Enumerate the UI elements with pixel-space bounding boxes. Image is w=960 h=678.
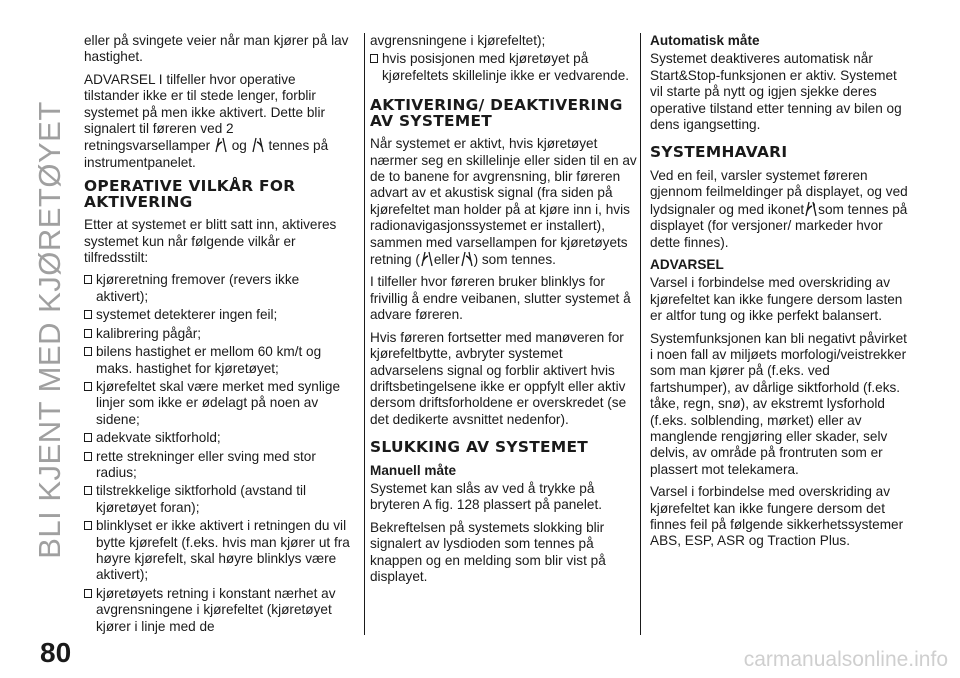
warning-text-b: tennes på instrumentpanelet. [84,138,329,170]
list-item-text: blinklyset er ikke aktivert i retningen du vil bytte kjørefelt (f.eks. hvis man kjører ut fra høyre kjørefelt, skal høyre blinklys være aktivert); [96,518,350,583]
checkbox-bullet-icon [84,347,92,356]
checkbox-bullet-icon [84,589,92,598]
list-item [84,379,352,428]
checkbox-bullet-icon [84,310,92,319]
list-item [84,344,352,377]
paragraph-automatic: Systemet deaktiveres automatisk når Start&Stop-funksjonen er aktiv. Systemet vil starte på nytt og igjen sjekke deres operative tilstand etter tenning av bilen og dens igangsetting. [650,51,902,133]
checkbox-bullet-icon [84,329,92,338]
column-3 [650,33,912,556]
paragraph-continued: avgrensningene i kjørefeltet); [370,33,546,48]
list-item-text: kjøreretning fremover (revers ikke aktivert); [96,272,300,304]
list-item-text: systemet detekterer ingen feil; [96,307,278,323]
lane-left-icon [214,137,228,153]
heading-system-fault: SYSTEMHAVARI [650,143,788,162]
lane-right-icon [251,137,265,153]
list-item [84,272,352,305]
paragraph-manual: Systemet kan slås av ved å trykke på bryteren A fig. 128 plassert på panelet. [370,481,603,513]
paragraph-fault [650,168,912,251]
column-1 [84,33,352,637]
paragraph-warning [84,72,352,171]
list-item [84,586,352,635]
lane-warning-icon [804,201,818,217]
svg-text:!: ! [813,202,816,210]
list-item [84,449,352,482]
paragraph-warning-1: Varsel i forbindelse med overskriding av kjørefeltet kan ikke fungere dersom lasten er altfor tung og ikke perfekt balansert. [650,275,903,324]
list-item-text: kjøretøyets retning i konstant nærhet av avgrensningene i kjørefeltet (kjøretøyet kjører i linje med de [96,585,336,634]
list-item [84,326,352,342]
list-item-text: adekvate siktforhold; [96,430,221,446]
paragraph-continue-manoeuvre: Hvis føreren fortsetter med manøveren for kjørefeltbytte, avbryter systemet advarselens signal og forblir aktivert hvis driftsbetingelsene ikke er oppfylt eller aktiv dersom driftsforholdene er overskredet (se det dedikerte avsnittet nedenfor). [370,329,627,427]
list-item-text: kalibrering pågår; [96,325,202,341]
checkbox-bullet-icon [84,452,92,461]
warning-text-og: og [231,138,247,154]
paragraph-confirm: Bekreftelsen på systemets slokking blir signalert av lysdioden som tennes på knappen og en melding som blir vist på displayet. [370,519,606,585]
heading-activation: AKTIVERING/ DEAKTIVERING AV SYSTEMET [370,96,623,130]
fault-text-b: som tennes på displayet (for versjoner/ markeder hvor dette finnes). [650,201,908,250]
list-item-text: kjørefeltet skal være merket med synlige linjer som ikke er ødelagt på noen av sidene; [96,378,341,427]
footer-watermark: carmanualsonline.info [743,648,948,671]
subheading-automatic: Automatisk måte [650,33,760,48]
paragraph-warning-2: Systemfunksjonen kan bli negativt påvirket i noen fall av miljøets morfologi/veistrekker som man kjører på (f.eks. ved fartshumper), av dårlige siktforhold (f.eks. tåke, regn, snø), av ekstremt lysforhold (f.eks. solblending, mørket) eller av manglende rengjøring eller skader, selv delvis, av område på frontruten som er plassert mot telekamera. [650,330,907,477]
active-text-b: ) som tennes. [473,252,556,268]
list-item-text: tilstrekkelige siktforhold (avstand til kjøretøyet foran); [96,483,307,515]
list-item [84,430,352,446]
active-text-eller: eller [433,252,460,268]
paragraph-intro: eller på svingete veier når man kjører på lav hastighet. [84,33,349,65]
checkbox-bullet-icon [370,54,378,63]
list-item-text: bilens hastighet er mellom 60 km/t og maks. hastighet for kjøretøyet; [96,344,322,376]
heading-switch-off: SLUKKING AV SYSTEMET [370,438,589,457]
list-item [370,51,638,84]
list-item-text: rette strekninger eller sving med stor radius; [96,448,316,480]
checkbox-bullet-icon [84,275,92,284]
paragraph-conditions: Etter at systemet er blitt satt inn, aktiveres systemet kun når følgende vilkår er tilfredsstilt: [84,217,337,266]
checkbox-bullet-icon [84,382,92,391]
lane-left-icon [420,251,434,267]
side-title-text: BLI KJENT MED KJØRETØYET [32,101,67,559]
column-divider [364,33,365,635]
list-item [84,483,352,516]
subheading-manual: Manuell måte [370,462,457,478]
heading-operative-conditions: OPERATIVE VILKÅR FOR AKTIVERING [84,177,296,211]
paragraph-warning-3: Varsel i forbindelse med overskriding av kjørefeltet kan ikke fungere dersom det finnes feil på følgende sikkerhetssystemer ABS, ESP, ASR og Traction Plus. [650,484,904,549]
column-divider [640,33,641,635]
list-item [84,518,352,584]
list-item-text: hvis posisjonen med kjøretøyet på kjørefeltets skillelinje ikke er vedvarende. [382,51,630,83]
paragraph-active [370,136,638,268]
checkbox-bullet-icon [84,433,92,442]
paragraph-blinker: I tilfeller hvor føreren bruker blinklys for frivillig å endre veibanen, slutter systemet å advare føreren. [370,274,631,323]
subheading-warning: ADVARSEL [650,256,724,272]
list-item [84,307,352,323]
checkbox-bullet-icon [84,521,92,530]
lane-right-icon [460,251,474,267]
warning-text-a: ADVARSEL I tilfeller hvor operative tilstander ikke er til stede lenger, forblir systemet på men ikke aktivert. Dette blir signalert til føreren ved 2 retningsvarsellamper [84,71,325,154]
checkbox-bullet-icon [84,486,92,495]
fault-text-a: Ved en feil, varsler systemet føreren gjennom feilmeldinger på displayet, og ved lydsignaler og med ikonet [650,167,908,217]
page-number: 80 [40,637,72,668]
column-2 [370,33,638,591]
active-text-a: Når systemet er aktivt, hvis kjøretøyet nærmer seg en skillelinje eller siden til en av de to banene for avgrensning, blir føreren advart av et akustisk signal (fra siden på kjørefeltet man holder på at kjøre inn i, hvis radionavigasjonssystemet er installert), sammen med varsellampen for kjøretøyets retning ( [370,136,637,268]
